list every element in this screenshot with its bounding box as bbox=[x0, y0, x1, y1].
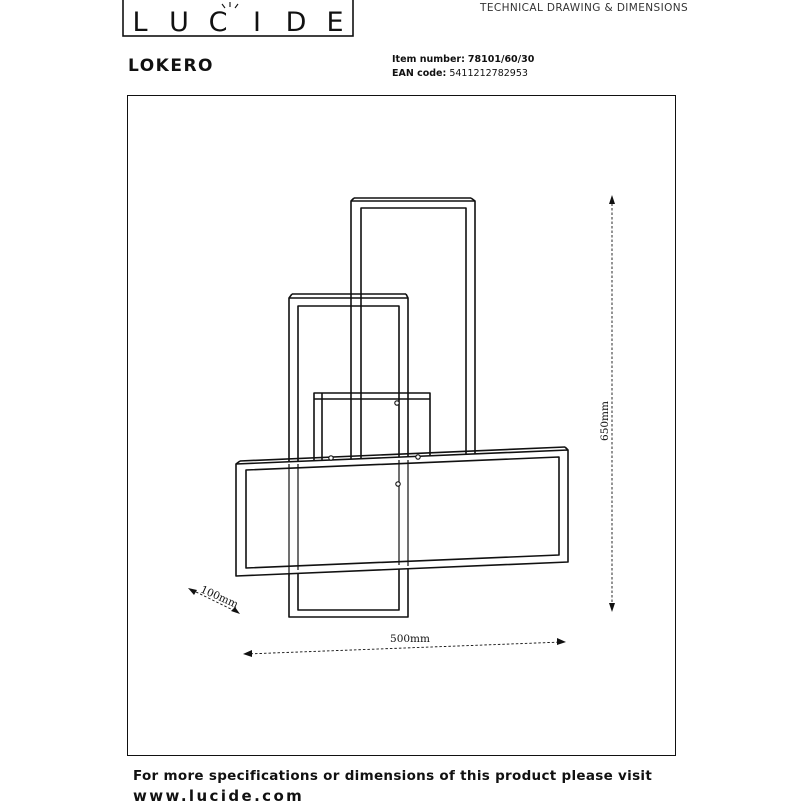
logo-letter: D bbox=[285, 7, 307, 38]
ean-value: 5411212782953 bbox=[449, 68, 528, 79]
footer-url[interactable]: www.lucide.com bbox=[133, 787, 305, 805]
ean-label: EAN code: bbox=[392, 68, 447, 79]
dim-height-label: 650mm bbox=[599, 401, 611, 441]
logo-letter: I bbox=[253, 7, 261, 38]
horizontal-frame bbox=[236, 447, 568, 576]
dim-depth-label: 100mm bbox=[198, 583, 240, 611]
logo-letter: L bbox=[132, 7, 148, 38]
product-name: LOKERO bbox=[128, 56, 215, 76]
item-number-value: 78101/60/30 bbox=[467, 54, 535, 65]
logo-letter: C bbox=[208, 7, 228, 38]
item-number-label: Item number: bbox=[392, 54, 465, 65]
document-title: TECHNICAL DRAWING & DIMENSIONS bbox=[480, 2, 689, 14]
dim-width-label: 500mm bbox=[390, 633, 430, 645]
footer-note: For more specifications or dimensions of this product please visit bbox=[133, 768, 653, 784]
logo-letter: U bbox=[169, 7, 189, 38]
logo-letter: E bbox=[326, 7, 344, 38]
